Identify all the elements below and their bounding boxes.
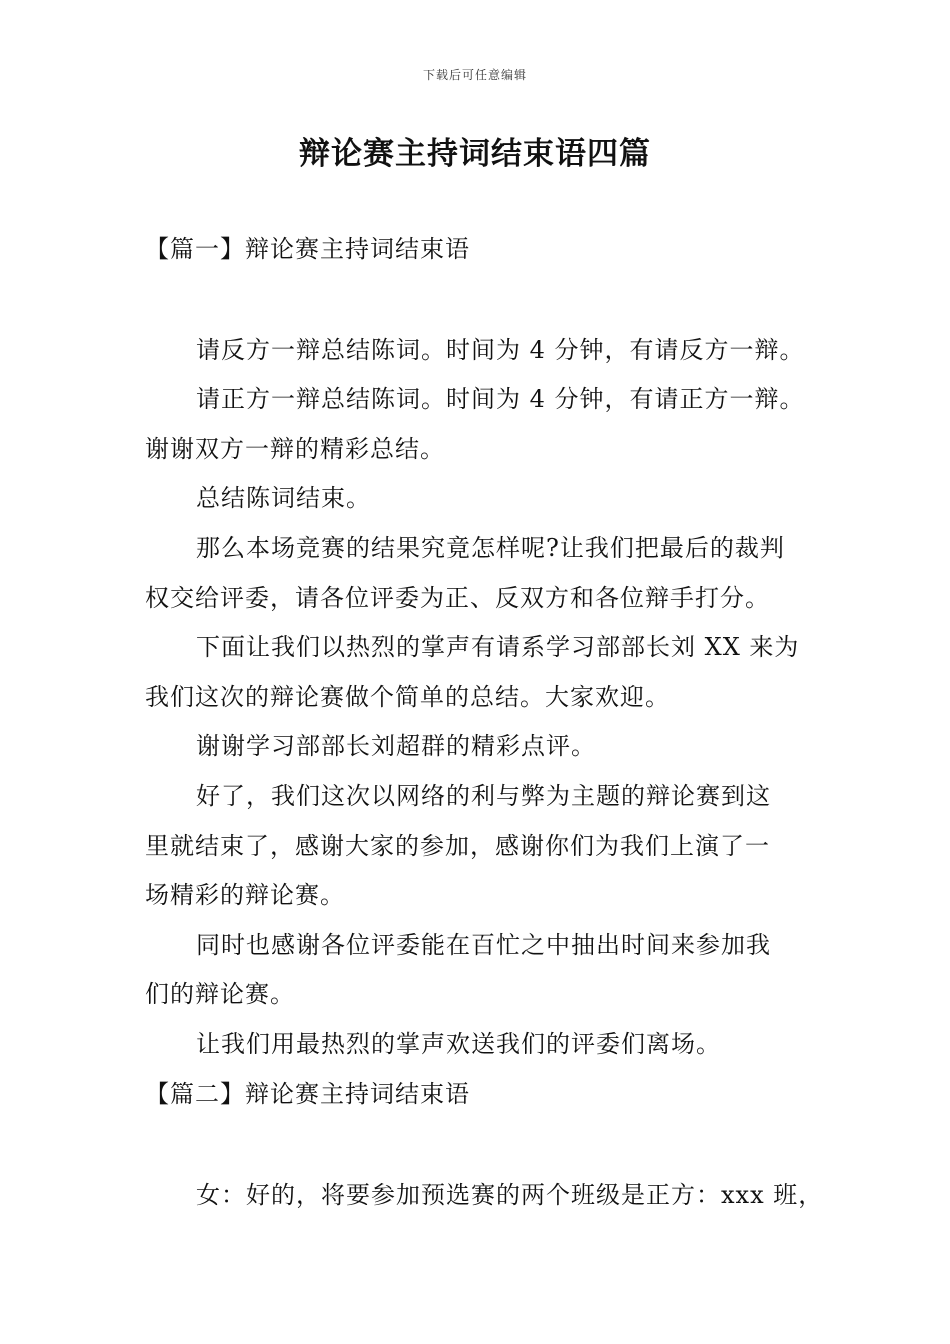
paragraph-line: 下面让我们以热烈的掌声有请系学习部部长刘 XX 来为: [196, 633, 800, 661]
paragraph-line: 请正方一辩总结陈词。时间为 4 分钟，有请正方一辩。: [196, 385, 805, 413]
section-heading: 【篇一】辩论赛主持词结束语: [145, 235, 470, 263]
paragraph-line: 我们这次的辩论赛做个简单的总结。大家欢迎。: [145, 683, 670, 711]
paragraph-line: 同时也感谢各位评委能在百忙之中抽出时间来参加我: [196, 931, 771, 959]
paragraph-line: 让我们用最热烈的掌声欢送我们的评委们离场。: [196, 1030, 721, 1058]
section-heading: 【篇二】辩论赛主持词结束语: [145, 1080, 470, 1108]
header-note: 下载后可任意编辑: [422, 68, 527, 82]
paragraph-line: 谢谢学习部部长刘超群的精彩点评。: [196, 732, 596, 760]
document-title: 辩论赛主持词结束语四篇: [299, 136, 651, 172]
paragraph-line: 那么本场竞赛的结果究竟怎样呢?让我们把最后的裁判: [196, 534, 785, 562]
paragraph-line: 里就结束了，感谢大家的参加，感谢你们为我们上演了一: [145, 832, 770, 860]
paragraph-line: 场精彩的辩论赛。: [145, 881, 345, 909]
paragraph-line: 总结陈词结束。: [196, 484, 371, 512]
paragraph-line: 权交给评委，请各位评委为正、反双方和各位辩手打分。: [145, 584, 770, 612]
paragraph-line: 谢谢双方一辩的精彩总结。: [145, 435, 445, 463]
paragraph-line: 好了，我们这次以网络的利与弊为主题的辩论赛到这: [196, 782, 771, 810]
paragraph-line: 们的辩论赛。: [145, 980, 295, 1008]
paragraph-line: 请反方一辩总结陈词。时间为 4 分钟，有请反方一辩。: [196, 336, 805, 364]
paragraph-line: 女：好的，将要参加预选赛的两个班级是正方：xxx 班，: [196, 1181, 824, 1209]
